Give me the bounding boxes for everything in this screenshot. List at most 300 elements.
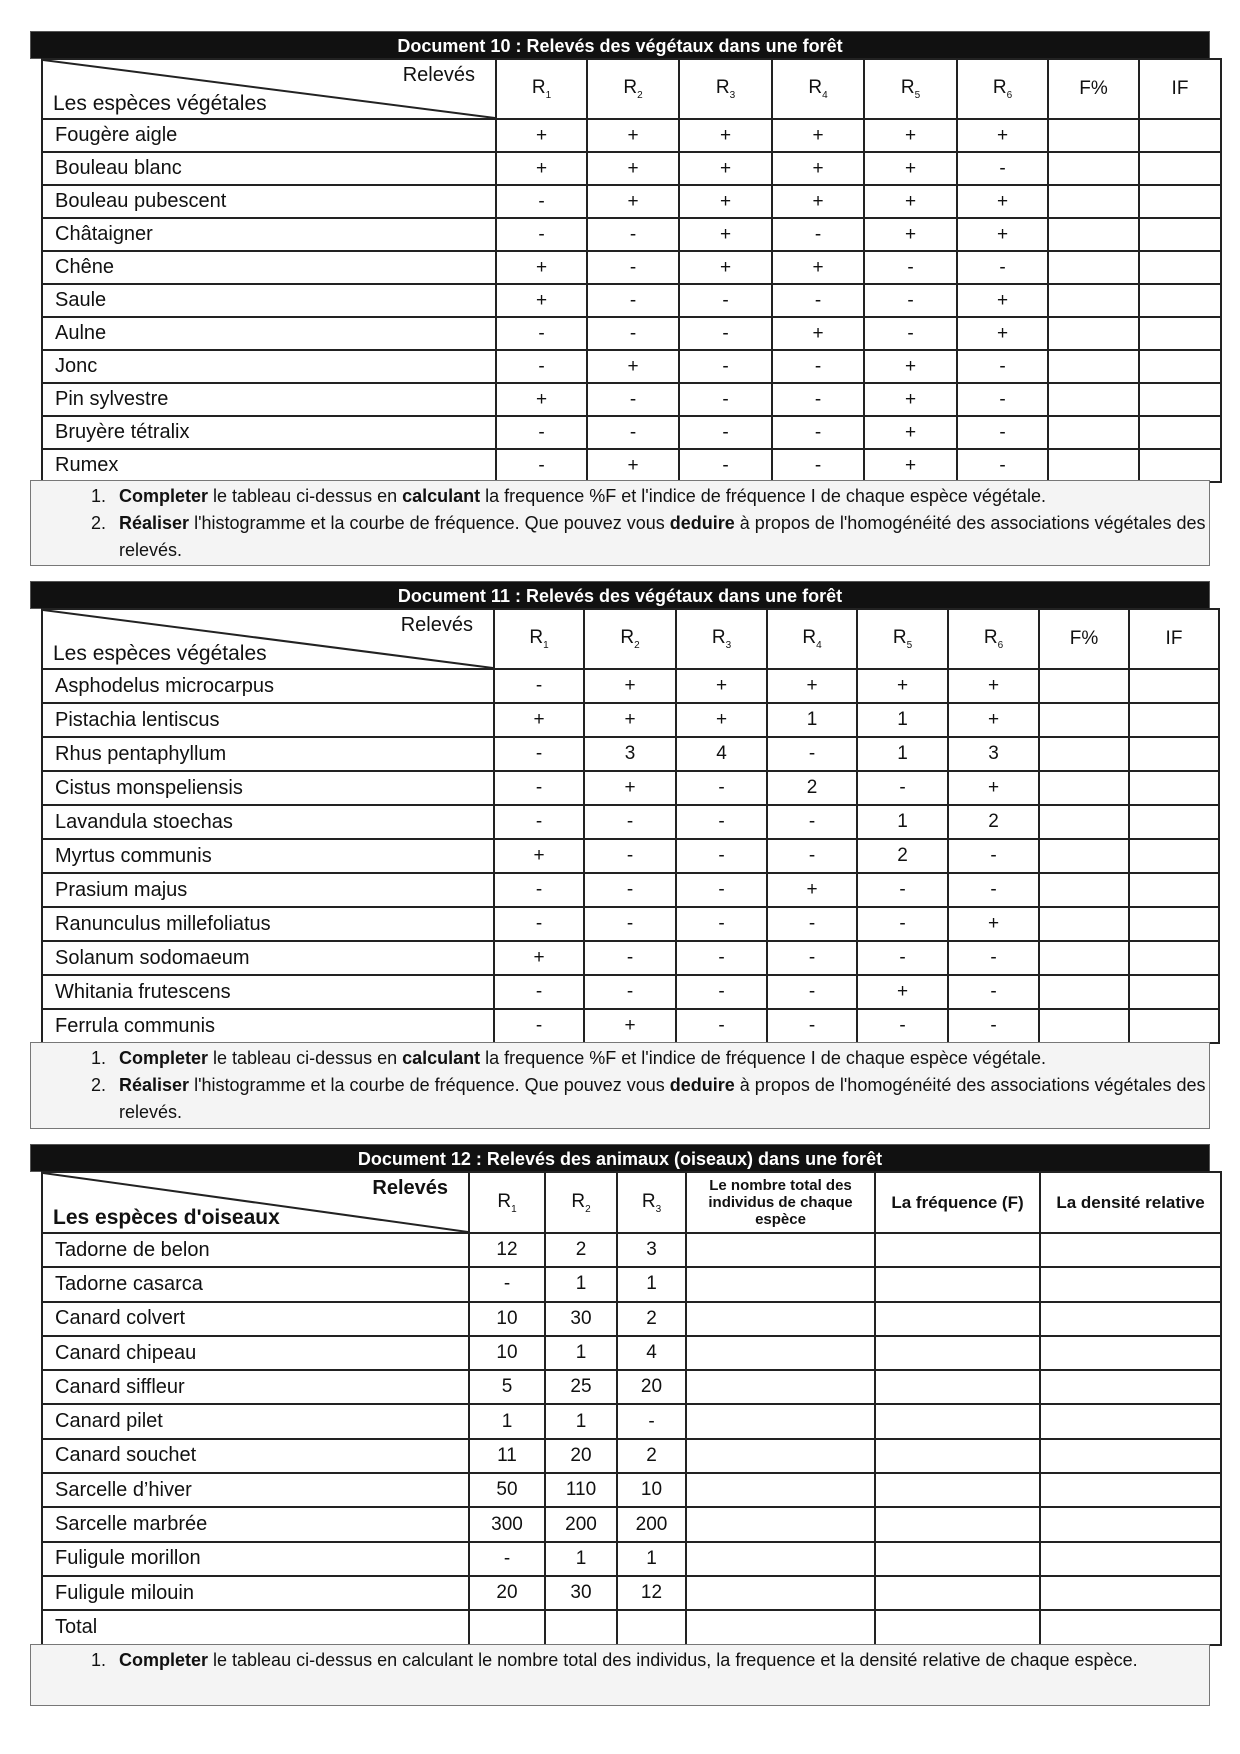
column-subscript: 2 [634,639,640,651]
value-cell: - [772,350,864,383]
value-cell: + [496,119,587,152]
species-name: Asphodelus microcarpus [42,669,494,703]
value-cell: - [494,805,584,839]
empty-cell[interactable] [875,1439,1040,1473]
table-row [42,703,1219,737]
column-subscript: 5 [914,89,921,101]
empty-cell[interactable] [1129,873,1219,907]
value-cell: - [496,317,587,350]
species-name: Canard siffleur [42,1370,469,1404]
value-cell: 10 [617,1473,686,1507]
column-label: F% [1069,628,1099,649]
empty-cell[interactable] [1039,771,1129,805]
value-cell: 2 [617,1302,686,1336]
value-cell: - [587,284,679,317]
value-cell: - [948,873,1039,907]
value-cell: - [587,251,679,284]
table-row [42,1542,1221,1576]
species-name: Tadorne casarca [42,1267,469,1301]
value-cell: + [864,449,957,482]
empty-cell[interactable] [686,1370,875,1404]
column-header [617,1172,686,1233]
value-cell: + [496,284,587,317]
keyword: Completer [119,1048,209,1068]
value-cell: - [948,1009,1039,1043]
empty-cell[interactable] [1040,1233,1221,1267]
column-subscript: 3 [729,89,736,101]
empty-cell[interactable] [1129,907,1219,941]
table-row [42,383,1221,416]
value-cell: + [948,669,1039,703]
value-cell: 2 [545,1233,617,1267]
value-cell: 20 [469,1576,545,1610]
doc-title: Document 10 : Relevés des végétaux dans une forêt [30,31,1210,59]
value-cell: + [584,669,676,703]
value-cell: 1 [857,703,948,737]
keyword: Completer [119,1650,209,1670]
species-name: Fougère aigle [42,119,496,152]
empty-cell[interactable] [875,1610,1040,1644]
empty-cell[interactable] [1039,1009,1129,1043]
species-name: Fuligule morillon [42,1542,469,1576]
species-name: Fuligule milouin [42,1576,469,1610]
document-12 [30,1144,1210,1670]
table-row [42,1233,1221,1267]
header-row [42,1172,1221,1233]
empty-cell[interactable] [1039,907,1129,941]
column-header [1040,1172,1221,1233]
empty-cell[interactable] [1039,941,1129,975]
value-cell: + [957,218,1048,251]
empty-cell[interactable] [1040,1267,1221,1301]
empty-cell[interactable] [1040,1302,1221,1336]
value-cell: - [587,383,679,416]
table-row [42,119,1221,152]
table-row [42,1404,1221,1438]
empty-cell[interactable] [875,1576,1040,1610]
table-row [42,1336,1221,1370]
table-row [42,839,1219,873]
empty-cell[interactable] [1040,1507,1221,1541]
keyword: calculant [402,1048,481,1068]
column-header [1129,609,1219,669]
value-cell: + [584,703,676,737]
empty-cell[interactable] [875,1507,1040,1541]
table-row [42,1473,1221,1507]
empty-cell[interactable] [1129,941,1219,975]
instruction-item [111,1045,1209,1072]
table-row [42,669,1219,703]
empty-cell[interactable] [1139,152,1221,185]
value-cell: - [767,975,857,1009]
value-cell: 30 [545,1576,617,1610]
empty-cell[interactable] [1139,383,1221,416]
column-header [496,59,587,119]
empty-cell[interactable] [686,1507,875,1541]
value-cell: - [617,1404,686,1438]
value-cell: - [679,449,772,482]
empty-cell[interactable] [1048,383,1139,416]
empty-cell[interactable] [875,1233,1040,1267]
empty-cell[interactable] [1048,218,1139,251]
value-cell: + [494,703,584,737]
doc-title: Document 12 : Relevés des animaux (oiseaux) dans une forêt [30,1144,1210,1172]
species-name: Solanum sodomaeum [42,941,494,975]
column-label: R [808,77,823,99]
empty-cell[interactable] [1139,317,1221,350]
empty-cell[interactable] [686,1610,875,1644]
value-cell: + [948,907,1039,941]
empty-cell[interactable] [875,1542,1040,1576]
empty-cell[interactable] [1129,771,1219,805]
species-name: Canard souchet [42,1439,469,1473]
species-name: Bruyère tétralix [42,416,496,449]
column-subscript: 3 [725,639,732,651]
empty-cell[interactable] [1129,975,1219,1009]
empty-cell[interactable] [1039,873,1129,907]
empty-cell[interactable] [1048,251,1139,284]
empty-cell[interactable] [1048,350,1139,383]
empty-cell[interactable] [1139,251,1221,284]
column-label: R [529,627,544,649]
column-label: Le nombre total des individus de chaque espèce [708,1177,853,1228]
keyword: Completer [119,486,209,506]
empty-cell[interactable] [1048,119,1139,152]
column-subscript: 1 [511,1203,517,1215]
species-label: Les espèces végétales [53,642,267,665]
column-subscript: 6 [997,639,1004,651]
header-row [42,59,1221,119]
empty-cell[interactable] [1039,703,1129,737]
table-row [42,1576,1221,1610]
value-cell: - [679,383,772,416]
empty-cell[interactable] [1139,185,1221,218]
value-cell: 2 [767,771,857,805]
corner-header [42,1172,469,1233]
value-cell: - [587,218,679,251]
empty-cell[interactable] [1040,1473,1221,1507]
empty-cell[interactable] [1040,1404,1221,1438]
keyword: deduire [669,1075,735,1095]
empty-cell[interactable] [617,1610,686,1644]
column-header [1048,59,1139,119]
value-cell: + [957,185,1048,218]
empty-cell[interactable] [686,1439,875,1473]
empty-cell[interactable] [1039,669,1129,703]
empty-cell[interactable] [686,1233,875,1267]
empty-cell[interactable] [875,1267,1040,1301]
value-cell: - [676,907,767,941]
empty-cell[interactable] [1139,449,1221,482]
empty-cell[interactable] [1040,1610,1221,1644]
value-cell: 4 [676,737,767,771]
empty-cell[interactable] [1040,1576,1221,1610]
value-cell: + [767,669,857,703]
value-cell: + [772,317,864,350]
column-label: R [802,627,817,649]
value-cell: - [767,1009,857,1043]
column-subscript: 1 [543,639,549,651]
value-cell: 300 [469,1507,545,1541]
value-cell: - [584,941,676,975]
value-cell: 1 [857,805,948,839]
instruction-text: le tableau ci-dessus en calculant le nombre total des individus, la frequence et la densité relative de chaque espèce. [208,1650,1138,1670]
empty-cell[interactable] [1048,284,1139,317]
value-cell: + [679,185,772,218]
value-cell: 3 [584,737,676,771]
value-cell: - [676,1009,767,1043]
instruction-text: à propos de l'homogénéité des associations végétales des relevés. [119,1075,1206,1122]
empty-cell[interactable] [1040,1542,1221,1576]
empty-cell[interactable] [1129,669,1219,703]
empty-cell[interactable] [686,1404,875,1438]
species-name: Ferrula communis [42,1009,494,1043]
species-name: Myrtus communis [42,839,494,873]
column-header [686,1172,875,1233]
value-cell: 30 [545,1302,617,1336]
value-cell: - [767,737,857,771]
species-name: Sarcelle marbrée [42,1507,469,1541]
value-cell: - [772,383,864,416]
species-name: Bouleau pubescent [42,185,496,218]
value-cell: - [948,975,1039,1009]
empty-cell[interactable] [1039,839,1129,873]
table-row [42,771,1219,805]
column-label: R [892,627,907,649]
table-row [42,1302,1221,1336]
value-cell: - [857,941,948,975]
value-cell: + [679,152,772,185]
value-cell: - [676,975,767,1009]
keyword: Réaliser [119,1075,190,1095]
empty-cell[interactable] [686,1542,875,1576]
value-cell: + [587,185,679,218]
empty-cell[interactable] [1139,416,1221,449]
value-cell: - [948,839,1039,873]
table-row [42,907,1219,941]
empty-cell[interactable] [1139,284,1221,317]
column-header [676,609,767,669]
column-label: La fréquence (F) [891,1192,1024,1212]
table-row [42,1267,1221,1301]
value-cell: 2 [617,1439,686,1473]
species-name: Cistus monspeliensis [42,771,494,805]
value-cell: 5 [469,1370,545,1404]
empty-cell[interactable] [1040,1336,1221,1370]
value-cell: + [864,416,957,449]
value-cell: - [767,805,857,839]
column-header [857,609,948,669]
value-cell: + [587,119,679,152]
value-cell: - [948,941,1039,975]
value-cell: - [957,350,1048,383]
releves-label: Relevés [402,64,475,86]
value-cell: 1 [545,1336,617,1370]
releves-label: Relevés [400,614,473,636]
species-name: Total [42,1610,469,1644]
value-cell: + [864,152,957,185]
empty-cell[interactable] [1039,737,1129,771]
document-11 [30,581,1210,1122]
value-cell: 12 [469,1233,545,1267]
instruction-item [111,1647,1209,1674]
empty-cell[interactable] [1129,1009,1219,1043]
value-cell: 1 [617,1542,686,1576]
value-cell: - [494,669,584,703]
empty-cell[interactable] [1048,185,1139,218]
table-row [42,218,1221,251]
empty-cell[interactable] [875,1404,1040,1438]
empty-cell[interactable] [686,1267,875,1301]
instructions [30,480,1210,566]
empty-cell[interactable] [1129,703,1219,737]
value-cell: - [957,383,1048,416]
species-name: Rumex [42,449,496,482]
value-cell: + [772,185,864,218]
instruction-text: le tableau ci-dessus en [208,486,403,506]
instruction-text: l'histogramme et la courbe de fréquence. Que pouvez vous [189,1075,670,1095]
table-row [42,251,1221,284]
column-label: R [992,77,1007,99]
empty-cell[interactable] [1039,805,1129,839]
empty-cell[interactable] [1129,805,1219,839]
column-header [584,609,676,669]
value-cell: + [496,251,587,284]
value-cell: + [864,185,957,218]
empty-cell[interactable] [1139,218,1221,251]
corner-header [42,609,494,669]
empty-cell[interactable] [545,1610,617,1644]
value-cell: 11 [469,1439,545,1473]
species-name: Prasium majus [42,873,494,907]
value-cell: - [767,839,857,873]
instruction-text: la frequence %F et l'indice de fréquence I de chaque espèce végétale. [480,1048,1046,1068]
species-name: Saule [42,284,496,317]
value-cell: + [864,119,957,152]
empty-cell[interactable] [875,1302,1040,1336]
value-cell: + [957,119,1048,152]
value-cell: - [496,185,587,218]
empty-cell[interactable] [875,1370,1040,1404]
instruction-item [111,483,1209,510]
species-name: Canard chipeau [42,1336,469,1370]
column-subscript: 2 [637,89,643,101]
empty-cell[interactable] [875,1336,1040,1370]
value-cell: - [676,839,767,873]
value-cell: - [772,218,864,251]
value-cell: 2 [857,839,948,873]
table-row [42,449,1221,482]
column-subscript: 4 [822,89,828,101]
empty-cell[interactable] [686,1336,875,1370]
value-cell: 2 [948,805,1039,839]
empty-cell[interactable] [1048,152,1139,185]
value-cell: + [772,251,864,284]
value-cell: - [469,1267,545,1301]
value-cell: 10 [469,1302,545,1336]
empty-cell[interactable] [1039,975,1129,1009]
instructions [30,1042,1210,1129]
species-name: Châtaigner [42,218,496,251]
value-cell: - [857,907,948,941]
instruction-item [111,1072,1209,1126]
value-cell: - [957,449,1048,482]
value-cell: + [857,975,948,1009]
species-name: Aulne [42,317,496,350]
table-row [42,975,1219,1009]
empty-cell[interactable] [1048,416,1139,449]
value-cell: 4 [617,1336,686,1370]
column-label: R [497,1190,512,1212]
column-subscript: 4 [816,639,822,651]
value-cell: + [957,284,1048,317]
empty-cell[interactable] [875,1473,1040,1507]
empty-cell[interactable] [1048,449,1139,482]
value-cell: + [948,771,1039,805]
value-cell: 20 [545,1439,617,1473]
table-row [42,941,1219,975]
empty-cell[interactable] [686,1302,875,1336]
table-row [42,350,1221,383]
table-row [42,1370,1221,1404]
species-name: Lavandula stoechas [42,805,494,839]
empty-cell[interactable] [1139,119,1221,152]
value-cell: + [676,669,767,703]
value-cell: - [957,251,1048,284]
column-subscript: 5 [906,639,913,651]
empty-cell[interactable] [1040,1439,1221,1473]
value-cell: + [494,941,584,975]
value-cell: - [494,1009,584,1043]
value-cell: - [584,907,676,941]
empty-cell[interactable] [1040,1370,1221,1404]
keyword: Réaliser [119,513,190,533]
empty-cell[interactable] [1129,737,1219,771]
data-table [41,608,1220,1044]
column-label: R [620,627,635,649]
column-header [957,59,1048,119]
value-cell: - [857,1009,948,1043]
empty-cell[interactable] [1139,350,1221,383]
instruction-text: la frequence %F et l'indice de fréquence I de chaque espèce végétale. [480,486,1046,506]
column-header [1039,609,1129,669]
data-table [41,1171,1222,1646]
instruction-item [111,510,1209,564]
column-header [469,1172,545,1233]
value-cell: - [679,416,772,449]
table-row [42,1009,1219,1043]
value-cell: - [494,771,584,805]
value-cell: - [584,805,676,839]
table-row [42,416,1221,449]
column-label: R [641,1190,656,1212]
empty-cell[interactable] [469,1610,545,1644]
value-cell: + [772,152,864,185]
value-cell: - [496,449,587,482]
table-row [42,1507,1221,1541]
species-name: Jonc [42,350,496,383]
instructions [30,1644,1210,1706]
empty-cell[interactable] [686,1473,875,1507]
column-label: R [715,77,730,99]
empty-cell[interactable] [1048,317,1139,350]
empty-cell[interactable] [686,1576,875,1610]
doc-title: Document 11 : Relevés des végétaux dans une forêt [30,581,1210,609]
empty-cell[interactable] [1129,839,1219,873]
value-cell: - [587,416,679,449]
value-cell: - [864,251,957,284]
value-cell: + [864,383,957,416]
